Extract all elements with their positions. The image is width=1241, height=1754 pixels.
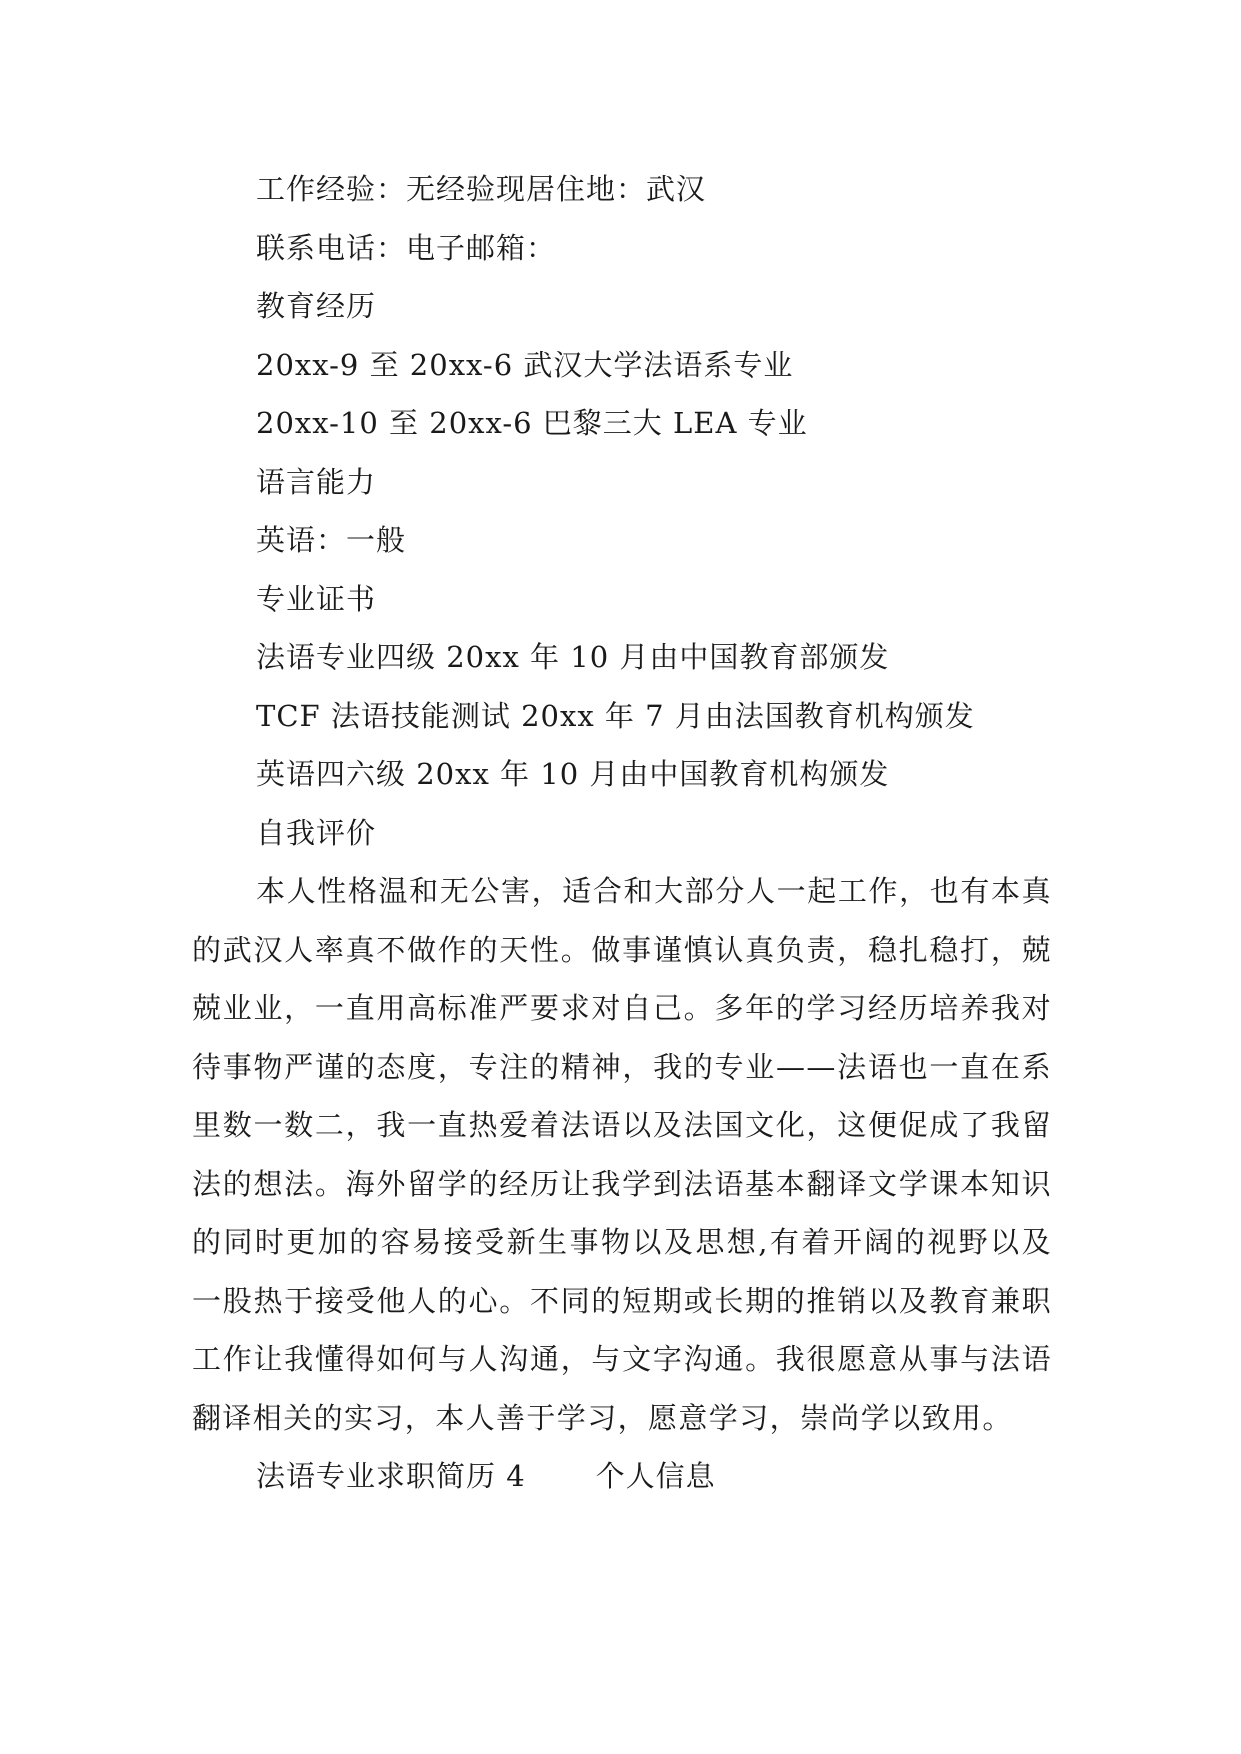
education-entry-2: 20xx-10 至 20xx-6 巴黎三大 LEA 专业 xyxy=(256,406,808,440)
certificate-cet: 英语四六级 20xx 年 10 月由中国教育机构颁发 xyxy=(256,757,890,791)
next-resume-heading xyxy=(192,1447,1052,1506)
self-evaluation-paragraph: 本人性格温和无公害，适合和大部分人一起工作，也有本真的武汉人率真不做作的天性。做事谨慎认真负责，稳扎稳打，兢兢业业，一直用高标准严要求对自己。多年的学习经历培养我对待事物严谨的态度，专注的精神，我的专业——法语也一直在系里数一数二，我一直热爱着法语以及法国文化，这便促成了我留法的想法。海外留学的经历让我学到法语基本翻译文学课本知识的同时更加的容易接受新生事物以及思想,有着开阔的视野以及一股热于接受他人的心。不同的短期或长期的推销以及教育兼职工作让我懂得如何与人沟通，与文字沟通。我很愿意从事与法语翻译相关的实习，本人善于学习，愿意学习，崇尚学以致用。 xyxy=(192,874,1052,1435)
education-heading: 教育经历 xyxy=(256,289,377,323)
work-experience-line: 工作经验：无经验现居住地：武汉 xyxy=(256,172,707,206)
resume-body xyxy=(192,160,1052,1506)
certificates-heading: 专业证书 xyxy=(256,581,377,616)
education-entry-1: 20xx-9 至 20xx-6 武汉大学法语系专业 xyxy=(256,347,794,382)
self-evaluation-heading: 自我评价 xyxy=(256,815,377,850)
language-english: 英语：一般 xyxy=(256,523,407,557)
next-resume-section: 个人信息 xyxy=(595,1459,716,1493)
language-heading: 语言能力 xyxy=(256,464,377,499)
next-resume-title: 法语专业求职简历 4 xyxy=(256,1459,526,1493)
certificate-tfs4: 法语专业四级 20xx 年 10 月由中国教育部颁发 xyxy=(256,640,890,674)
certificate-tcf: TCF 法语技能测试 20xx 年 7 月由法国教育机构颁发 xyxy=(256,698,975,733)
contact-line: 联系电话：电子邮箱： xyxy=(256,230,557,265)
